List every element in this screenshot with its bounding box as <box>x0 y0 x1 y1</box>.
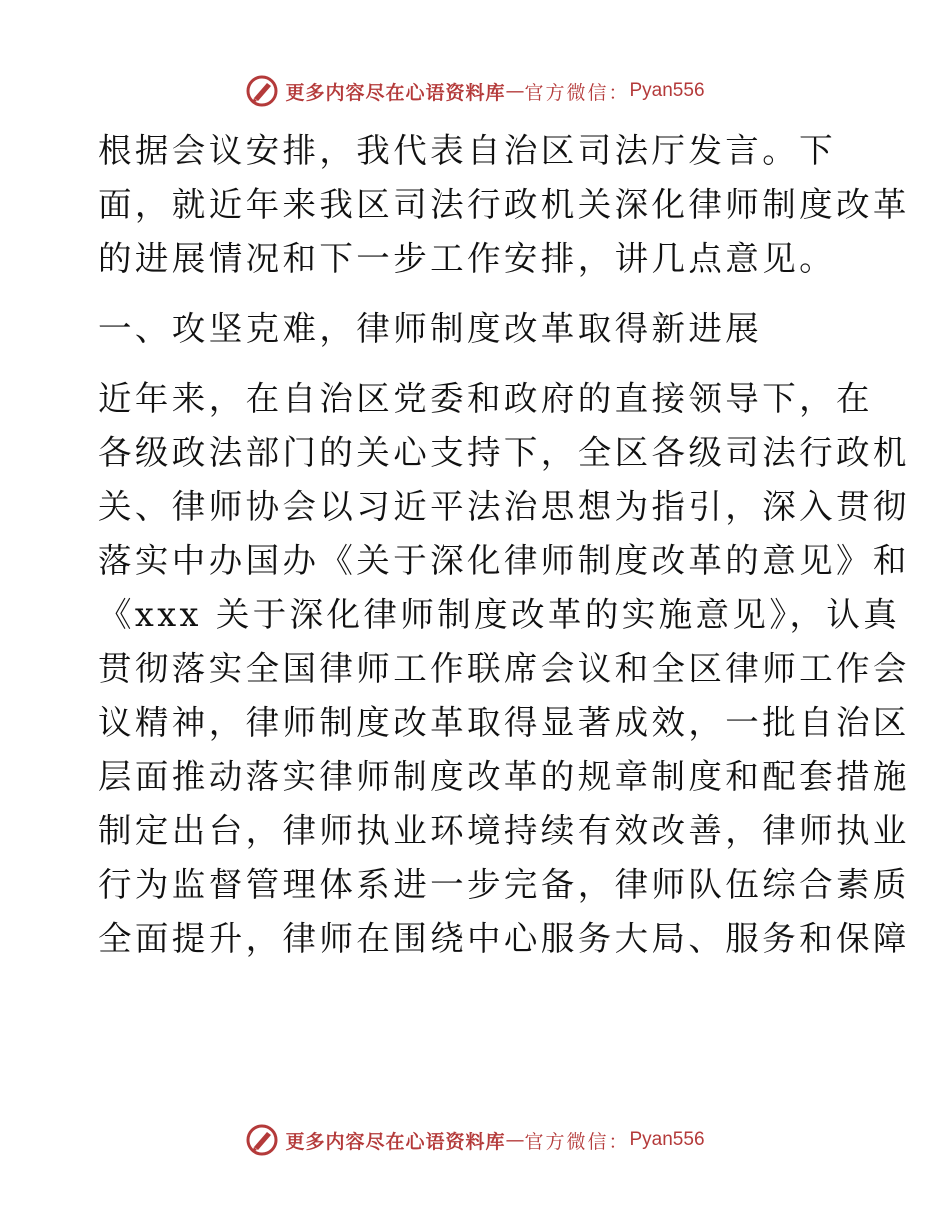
paragraph-intro <box>98 124 910 286</box>
watermark-separator: — <box>505 1129 525 1151</box>
watermark-footer <box>0 1118 950 1162</box>
text-line: 全面提升，律师在围绕中心服务大局、服务和保障 <box>98 919 910 958</box>
section-heading <box>98 302 858 356</box>
text-line: 制定出台，律师执业环境持续有效改善，律师执业 <box>98 811 910 850</box>
text-line: 落实中办国办《关于深化律师制度改革的意见》和 <box>98 541 910 580</box>
heading-line: 一、攻坚克难，律师制度改革取得新进展 <box>98 309 763 348</box>
text-line: 《xxx 关于深化律师制度改革的实施意见》，认真 <box>98 595 901 634</box>
paragraph-progress <box>98 372 910 966</box>
document-body <box>98 124 910 966</box>
text-line: 根据会议安排，我代表自治区司法厅发言。下 <box>98 131 836 170</box>
brand-logo-icon <box>245 74 279 108</box>
watermark-wechat-id: Pyan556 <box>629 80 705 101</box>
text-line: 的进展情况和下一步工作安排，讲几点意见。 <box>98 239 836 278</box>
text-line: 层面推动落实律师制度改革的规章制度和配套措施 <box>98 757 910 796</box>
text-line: 近年来，在自治区党委和政府的直接领导下，在 <box>98 379 873 418</box>
text-line: 关、律师协会以习近平法治思想为指引，深入贯彻 <box>98 487 910 526</box>
watermark-wechat-label: 官方微信： <box>524 81 630 104</box>
text-line: 议精神，律师制度改革取得显著成效，一批自治区 <box>98 703 910 742</box>
watermark-main-text: 更多内容尽在心语资料库 <box>285 1130 506 1153</box>
watermark-wechat-id: Pyan556 <box>629 1129 705 1150</box>
watermark-main-text: 更多内容尽在心语资料库 <box>285 81 506 104</box>
text-line: 行为监督管理体系进一步完备，律师队伍综合素质 <box>98 865 910 904</box>
text-line: 贯彻落实全国律师工作联席会议和全区律师工作会 <box>98 649 910 688</box>
text-line: 各级政法部门的关心支持下，全区各级司法行政机 <box>98 433 910 472</box>
watermark-separator: — <box>505 80 525 102</box>
watermark-wechat-label: 官方微信： <box>524 1130 630 1153</box>
brand-logo-icon <box>245 1123 279 1157</box>
watermark-header <box>0 69 950 113</box>
text-line: 面，就近年来我区司法行政机关深化律师制度改革 <box>98 185 910 224</box>
